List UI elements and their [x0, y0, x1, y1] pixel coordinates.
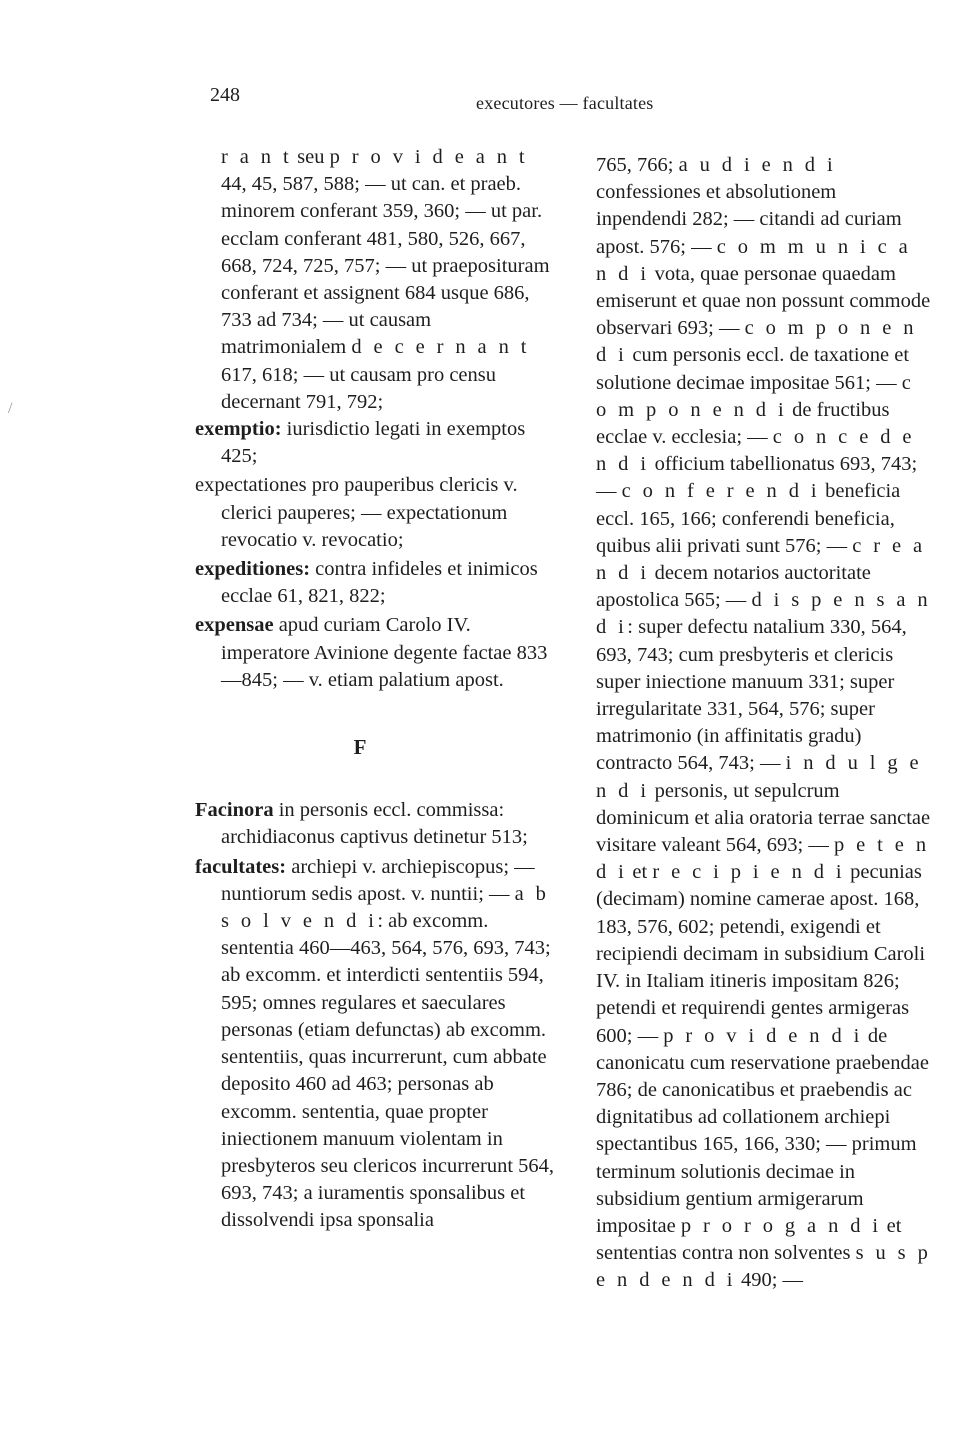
spaced-term: r e c i p i e n d i: [652, 861, 846, 884]
index-entry-expensae: [195, 612, 555, 694]
entry-text: officium tabellionatus 693, 743; —: [596, 453, 918, 503]
entry-text: 490; —: [735, 1269, 804, 1292]
left-column: [195, 144, 555, 1235]
entry-text: de canonicatu cum reservatione praebendae 786; de canonicatibus et praebendis ac dignitatibus ad collationem archiepi spectantibus 165, 166, 330; — primum terminum solutionis decimae in subsidium gentium armigerarum impositae: [596, 1024, 929, 1237]
spaced-term: r a n t: [221, 146, 293, 168]
entry-text: cum personis eccl. de taxatione et solutione decimae impositae 561; —: [596, 344, 910, 394]
entry-text: et sententias contra non solventes: [596, 1214, 902, 1265]
entry-text: apud curiam Carolo IV. imperatore Avinione degente factae 833—845; — v. etiam palatium apost.: [221, 614, 548, 691]
section-letter: F: [353, 735, 367, 760]
index-entry-facultates: [195, 854, 555, 1235]
spaced-term: p r o v i d e a n t: [329, 146, 529, 168]
entry-text: 765, 766;: [596, 154, 679, 176]
entry-text: seu: [292, 146, 330, 168]
continued-entry: [596, 152, 932, 1295]
spaced-term: a b s o l v e n d i: [221, 882, 550, 933]
spaced-term: s u s p e n d e n d i: [596, 1242, 932, 1292]
index-entry-expectationes: [195, 472, 555, 554]
index-entry-exemptio: [195, 416, 555, 470]
spaced-term: a u d i e n d i: [678, 154, 837, 176]
entry-text: contra infideles et inimicos ecclae 61, 821, 822;: [221, 558, 538, 608]
spaced-term: p e t e n d i: [596, 834, 930, 884]
spaced-term: i n d u l g e n d i: [596, 752, 923, 802]
headword: expeditiones:: [195, 558, 311, 581]
spaced-term: d i s p e n s a n d i: [596, 589, 932, 639]
headword: exemptio:: [195, 418, 282, 441]
spaced-term: p r o v i d e n d i: [663, 1024, 863, 1047]
index-entry-expeditiones: [195, 556, 555, 610]
spaced-term: c o n c e d e n d i: [596, 426, 915, 476]
entry-text: vota, quae personae quaedam emiserunt et quae non possunt commode observari 693; —: [596, 262, 931, 340]
index-entry-facinora: [195, 797, 555, 851]
headword: Facinora: [195, 799, 274, 822]
entry-text: personis, ut sepulcrum dominicum et alia oratoria terrae sanctae visitare valeant 564, 693; —: [596, 779, 931, 857]
margin-mark: /: [8, 400, 13, 417]
entry-text: pro pauperibus clericis v. clerici pauperes; — expectationum revocatio v. revocatio;: [221, 474, 518, 551]
continued-entry: [221, 144, 555, 416]
running-title: executores — facultates: [476, 93, 654, 113]
entry-text: 617, 618; — ut causam pro censu decernant 791, 792;: [221, 363, 496, 413]
spaced-term: c o n f e r e n d i: [621, 480, 820, 503]
spaced-term: c o m p o n e n d i: [596, 317, 917, 367]
entry-text: pecunias (decimam) nomine camerae apost. 168, 183, 576, 602; petendi, exigendi et recipiendi decimam in subsidium Caroli IV. in Italiam itineris impositam 826; petendi et requirendi gentes armigeras 600; —: [596, 861, 926, 1047]
entry-text: et: [627, 861, 653, 884]
entry-text: iurisdictio legati in exemptos 425;: [221, 418, 526, 468]
entry-text: confessiones et absolutionem inpendendi 282; — citandi ad curiam apost. 576; —: [596, 181, 902, 258]
headword: expensae: [195, 614, 274, 637]
entry-text: beneficia eccl. 165, 166; conferendi beneficia, quibus alii privati sunt 576; —: [596, 480, 901, 557]
spaced-term: c o m p o n e n d i: [596, 371, 915, 421]
spaced-term: c o m m u n i c a n d i: [596, 235, 912, 285]
entry-text: archiepi v. archiepiscopus; — nuntiorum sedis apost. v. nuntii; —: [221, 855, 535, 905]
page-number: 248: [210, 84, 240, 106]
spaced-term: p r o r o g a n d i: [680, 1214, 882, 1237]
entry-text: in personis eccl. commissa: archidiaconus captivus detinetur 513;: [221, 799, 528, 849]
entry-text: 44, 45, 587, 588; — ut can. et praeb. minorem conferant 359, 360; — ut par. ecclam conferant 481, 580, 526, 667, 668, 724, 725, 757; — ut praeposituram conferant et assignent 684 usque 686, 733 ad 734; — ut causam matrimonialem: [221, 173, 550, 359]
entry-text: : ab excomm. sententia 460—463, 564, 576, 693, 743; ab excomm. et interdicti sententiis 594, 595; omnes regulares et saeculares personas (etiam defunctas) ab excomm. sententiis, quas incurrerunt, cum abbate deposito 460 ad 463; personas ab excomm. sententia, quae propter iniectionem manuum violentam in presbyteros seu clericos incurrerunt 564, 693, 743; a iuramentis sponsalibus et dissolvendi ipsa sponsalia: [221, 910, 555, 1232]
spaced-term: c r e a n d i: [596, 534, 926, 585]
headword: facultates:: [195, 855, 287, 878]
entry-text: : super defectu natalium 330, 564, 693, 743; cum presbyteris et clericis super iniectione manuum 331; super irregularitate 331, 564, 576; super matrimonio (in affinitatis gradu) contracto 564, 743; —: [596, 616, 907, 775]
entry-text: decem notarios auctoritate apostolica 565; —: [596, 562, 871, 612]
entry-text: de fructibus ecclae v. ecclesia; —: [596, 398, 890, 449]
headword: expectationes: [195, 474, 307, 497]
right-column: [596, 152, 932, 1295]
spaced-term: d e c e r n a n t: [351, 336, 530, 359]
